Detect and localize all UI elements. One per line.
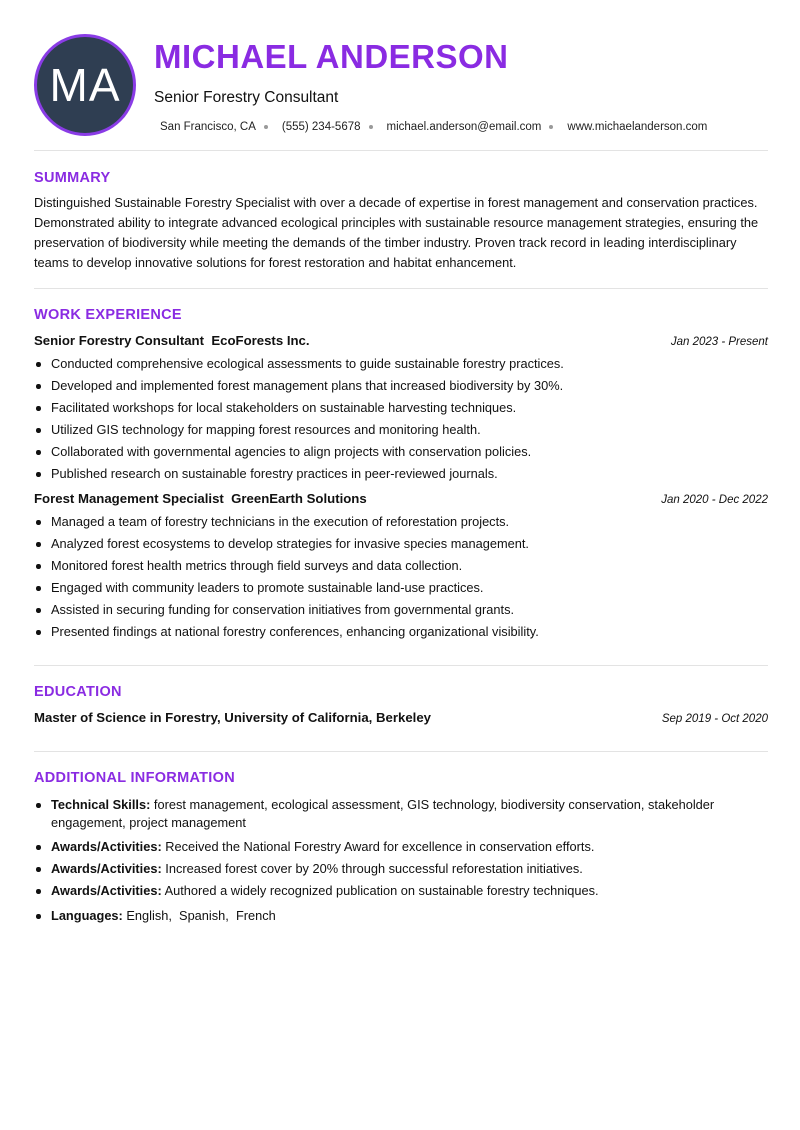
job-company: GreenEarth Solutions bbox=[231, 491, 367, 506]
education-degree: Master of Science in Forestry, University of California, Berkeley bbox=[34, 710, 431, 725]
job-entry bbox=[34, 491, 768, 641]
job-bullets bbox=[34, 355, 768, 483]
job-header bbox=[34, 333, 768, 348]
separator-dot bbox=[549, 125, 553, 129]
contact-email[interactable]: michael.anderson@email.com bbox=[386, 121, 542, 133]
awards-label: Awards/Activities: bbox=[51, 839, 162, 854]
education-section bbox=[34, 666, 768, 751]
summary-text: Distinguished Sustainable Forestry Specialist with over a decade of expertise in forest management and conservation practices. Demonstrated ability to integrate advanced ecological principles with sustainable resource management strategies, ensuring the preservation of biodiversity while meeting the demands of the timber industry. Proven track record in leading interdisciplinary teams to develop innovative solutions for forest restoration and habitat enhancement. bbox=[34, 195, 759, 270]
job-dates: Jan 2020 - Dec 2022 bbox=[661, 494, 768, 506]
list-item bbox=[34, 860, 768, 878]
awards-label: Awards/Activities: bbox=[51, 861, 162, 876]
job-role: Forest Management Specialist bbox=[34, 491, 224, 506]
additional-section bbox=[34, 752, 768, 925]
award-text: Authored a widely recognized publication on sustainable forestry techniques. bbox=[164, 883, 599, 898]
job-company: EcoForests Inc. bbox=[211, 333, 310, 348]
list-item bbox=[34, 907, 768, 925]
candidate-name: MICHAEL ANDERSON bbox=[154, 38, 509, 75]
list-item: Collaborated with governmental agencies to align projects with conservation policies. bbox=[34, 443, 768, 461]
list-item: Analyzed forest ecosystems to develop strategies for invasive species management. bbox=[34, 535, 768, 553]
list-item: Monitored forest health metrics through field surveys and data collection. bbox=[34, 557, 768, 575]
languages-text: English, Spanish, French bbox=[126, 908, 276, 923]
resume-header bbox=[34, 0, 768, 150]
resume-page bbox=[34, 0, 768, 929]
list-item: Facilitated workshops for local stakeholders on sustainable harvesting techniques. bbox=[34, 399, 768, 417]
additional-heading: ADDITIONAL INFORMATION bbox=[34, 770, 235, 786]
contact-phone: (555) 234-5678 bbox=[281, 121, 361, 133]
list-item: Conducted comprehensive ecological assessments to guide sustainable forestry practices. bbox=[34, 355, 768, 373]
job-entry bbox=[34, 333, 768, 483]
list-item: Utilized GIS technology for mapping forest resources and monitoring health. bbox=[34, 421, 768, 439]
list-item bbox=[34, 796, 768, 832]
list-item: Presented findings at national forestry conferences, enhancing organizational visibility. bbox=[34, 623, 768, 641]
contact-line bbox=[160, 121, 707, 133]
list-item: Assisted in securing funding for conservation initiatives from governmental grants. bbox=[34, 601, 768, 619]
separator-dot bbox=[369, 125, 373, 129]
education-heading: EDUCATION bbox=[34, 684, 122, 700]
list-item bbox=[34, 882, 768, 900]
skills-label: Technical Skills: bbox=[51, 797, 151, 812]
job-bullets bbox=[34, 513, 768, 641]
award-text: Received the National Forestry Award for excellence in conservation efforts. bbox=[165, 839, 595, 854]
education-dates: Sep 2019 - Oct 2020 bbox=[661, 713, 768, 725]
contact-location: San Francisco, CA bbox=[160, 121, 256, 133]
list-item: Managed a team of forestry technicians in the execution of reforestation projects. bbox=[34, 513, 768, 531]
list-item: Engaged with community leaders to promote sustainable land-use practices. bbox=[34, 579, 768, 597]
additional-list bbox=[34, 796, 768, 925]
job-dates: Jan 2023 - Present bbox=[670, 336, 768, 348]
summary-heading: SUMMARY bbox=[34, 170, 111, 186]
summary-section bbox=[34, 151, 768, 288]
avatar-initials: MA bbox=[49, 59, 121, 111]
awards-label: Awards/Activities: bbox=[51, 883, 162, 898]
languages-label: Languages: bbox=[51, 908, 123, 923]
job-role-company bbox=[34, 333, 310, 348]
avatar bbox=[34, 34, 136, 136]
contact-website[interactable]: www.michaelanderson.com bbox=[567, 121, 708, 133]
job-role: Senior Forestry Consultant bbox=[34, 333, 204, 348]
job-role-company bbox=[34, 491, 367, 506]
experience-heading: WORK EXPERIENCE bbox=[34, 307, 182, 323]
award-text: Increased forest cover by 20% through successful reforestation initiatives. bbox=[165, 861, 583, 876]
candidate-title: Senior Forestry Consultant bbox=[154, 89, 339, 106]
list-item: Developed and implemented forest management plans that increased biodiversity by 30%. bbox=[34, 377, 768, 395]
skills-text: forest management, ecological assessment, GIS technology, biodiversity conservation, stakeholder engagement, project management bbox=[51, 797, 715, 830]
job-header bbox=[34, 491, 768, 506]
education-entry bbox=[34, 710, 768, 725]
list-item bbox=[34, 838, 768, 856]
experience-section bbox=[34, 289, 768, 665]
separator-dot bbox=[264, 125, 268, 129]
list-item: Published research on sustainable forestry practices in peer-reviewed journals. bbox=[34, 465, 768, 483]
